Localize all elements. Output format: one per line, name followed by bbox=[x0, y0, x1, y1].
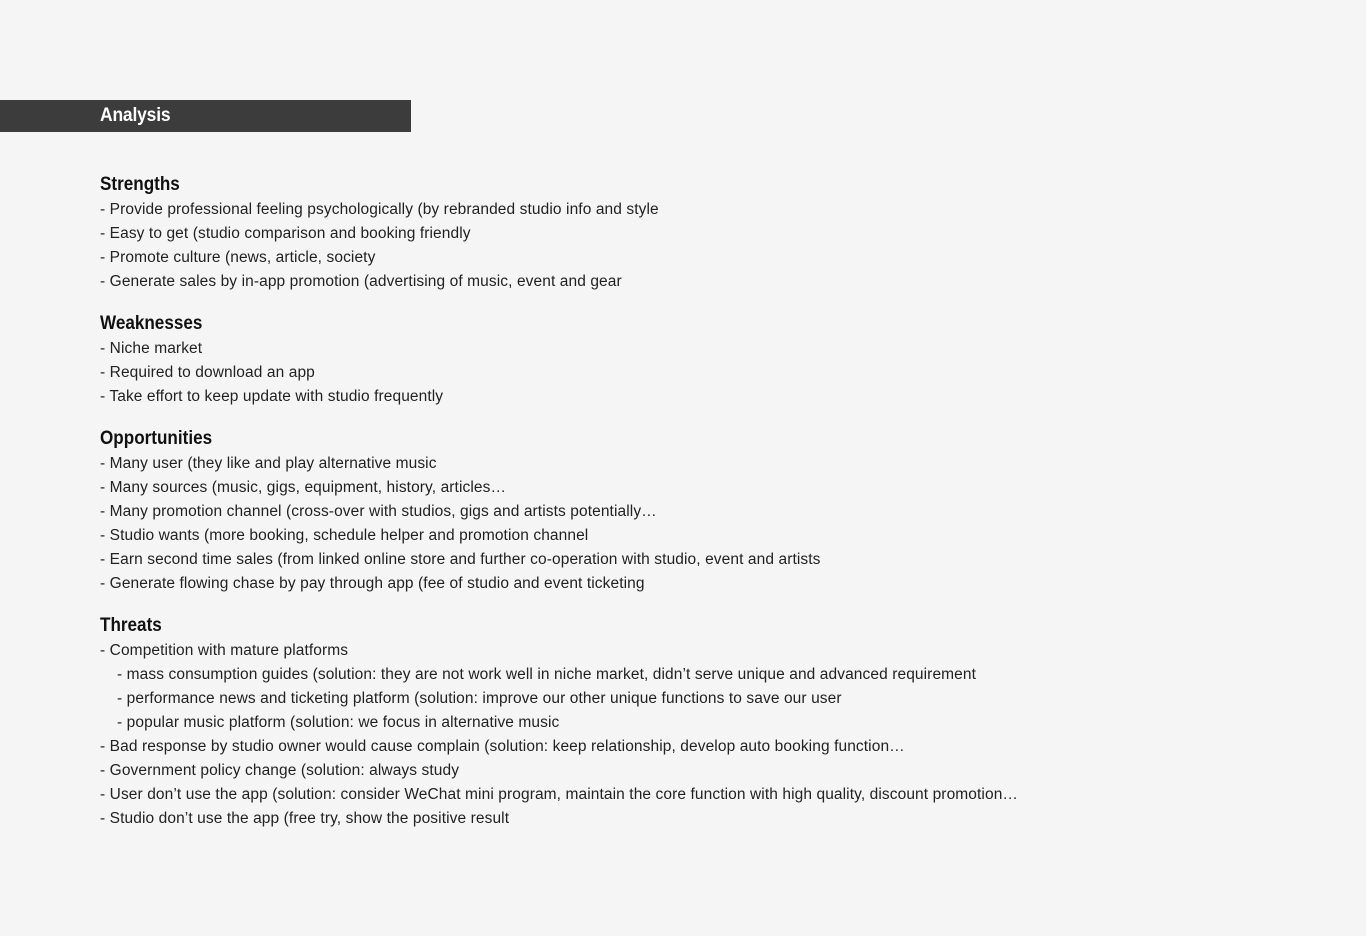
list-item: - Provide professional feeling psychologically (by rebranded studio info and style bbox=[100, 201, 659, 218]
section-title-threats: Threats bbox=[100, 615, 162, 636]
section-title-strengths: Strengths bbox=[100, 174, 180, 195]
analysis-content bbox=[100, 172, 1300, 848]
list-item: - Many user (they like and play alternative music bbox=[100, 455, 437, 472]
list-item: - Generate flowing chase by pay through app (fee of studio and event ticketing bbox=[100, 575, 645, 592]
section-title-opportunities: Opportunities bbox=[100, 428, 213, 449]
list-item: - Bad response by studio owner would cause complain (solution: keep relationship, develop auto booking function… bbox=[100, 738, 905, 755]
list-item: - Many sources (music, gigs, equipment, history, articles… bbox=[100, 479, 507, 496]
list-item: - Studio wants (more booking, schedule helper and promotion channel bbox=[100, 527, 589, 544]
sub-list-item: - popular music platform (solution: we focus in alternative music bbox=[117, 714, 560, 731]
list-item: - Many promotion channel (cross-over with studios, gigs and artists potentially… bbox=[100, 503, 657, 520]
section-strengths bbox=[100, 172, 1300, 294]
section-opportunities bbox=[100, 426, 1300, 596]
section-weaknesses bbox=[100, 311, 1300, 409]
list-item: - Required to download an app bbox=[100, 364, 315, 381]
page-title: Analysis bbox=[100, 105, 171, 126]
list-item: - Generate sales by in-app promotion (advertising of music, event and gear bbox=[100, 273, 622, 290]
list-item: - Promote culture (news, article, society bbox=[100, 249, 376, 266]
header-bar bbox=[0, 100, 411, 132]
list-item: - Competition with mature platforms bbox=[100, 642, 349, 659]
section-title-weaknesses: Weaknesses bbox=[100, 313, 203, 334]
list-item: - Easy to get (studio comparison and booking friendly bbox=[100, 225, 471, 242]
list-item: - User don’t use the app (solution: consider WeChat mini program, maintain the core function with high quality, discount promotion… bbox=[100, 786, 1019, 803]
section-threats bbox=[100, 613, 1300, 831]
sub-list-item: - performance news and ticketing platform (solution: improve our other unique functions to save our user bbox=[117, 690, 842, 707]
list-item: - Niche market bbox=[100, 340, 203, 357]
list-item: - Government policy change (solution: always study bbox=[100, 762, 460, 779]
list-item: - Take effort to keep update with studio frequently bbox=[100, 388, 444, 405]
sub-list-item: - mass consumption guides (solution: they are not work well in niche market, didn’t serve unique and advanced requirement bbox=[117, 666, 977, 683]
list-item: - Earn second time sales (from linked online store and further co-operation with studio, event and artists bbox=[100, 551, 821, 568]
list-item: - Studio don’t use the app (free try, show the positive result bbox=[100, 810, 510, 827]
